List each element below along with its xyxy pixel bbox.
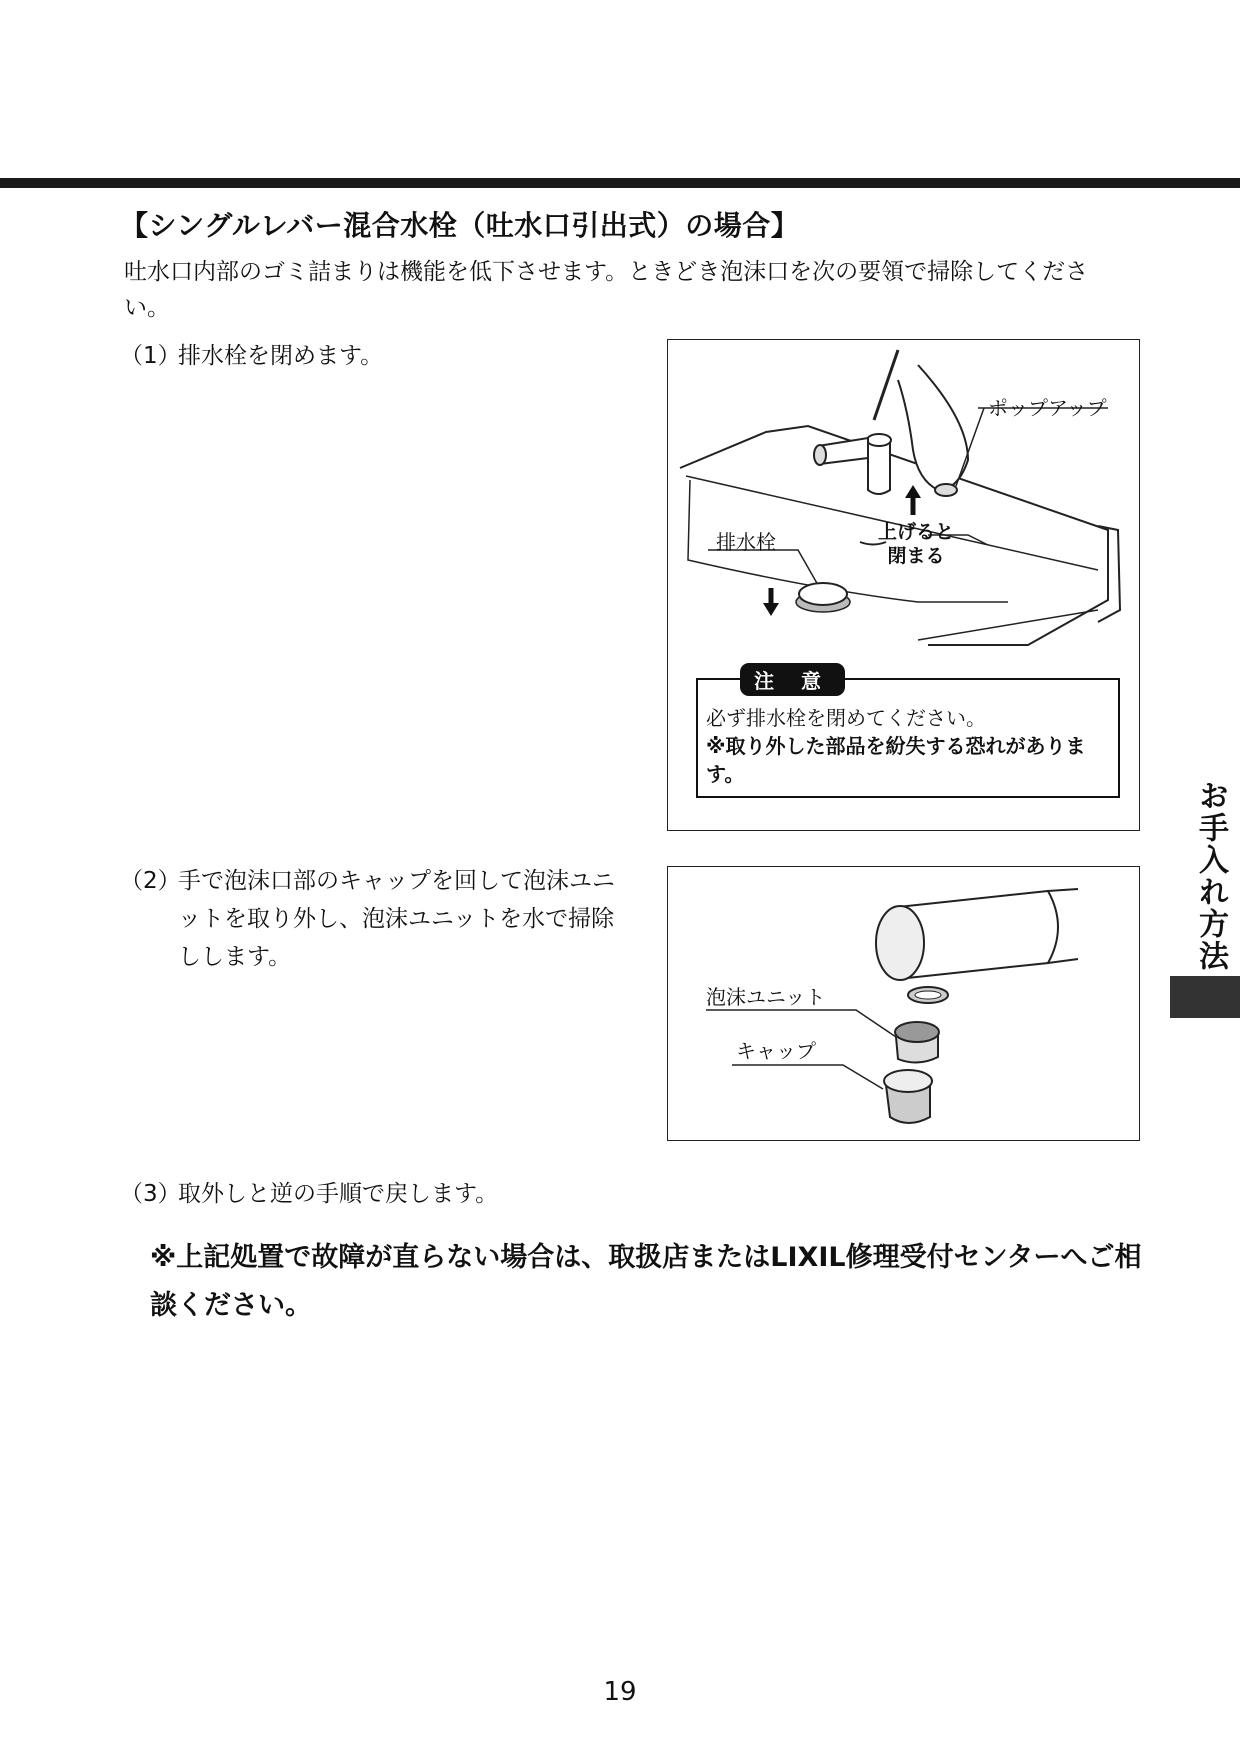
cap-label: キャップ <box>736 1039 816 1063</box>
intro-paragraph: 吐水口内部のゴミ詰まりは機能を低下させます。ときどき泡沫口を次の要領で掃除してください。 <box>124 259 1089 321</box>
repair-note: ※上記処置で故障が直らない場合は、取扱店またはLIXIL修理受付センターへご相談ください。 <box>150 1242 1142 1321</box>
step-3-number: （3） <box>120 1181 181 1207</box>
side-tab-label: お手入れ方法 <box>1193 780 1228 972</box>
caution-badge: 注 意 <box>740 663 845 696</box>
step-1-text: 排水栓を閉めます。 <box>178 343 384 369</box>
step-3 <box>120 1175 720 1215</box>
aerator-unit-label: 泡沫ユニット <box>706 985 826 1009</box>
step-1 <box>120 337 640 377</box>
popup-label: ポップアップ <box>988 396 1107 420</box>
caution-line-1: 必ず排水栓を閉めてください。 <box>706 706 986 730</box>
step-2 <box>120 862 640 982</box>
figure-aerator-removal <box>667 866 1140 1141</box>
figure-drain-plug <box>667 339 1140 831</box>
caution-line-2: ※取り外した部品を紛失する恐れがあります。 <box>706 734 1086 786</box>
page-number: 19 <box>603 1677 637 1707</box>
section-heading: 【シングルレバー混合水栓（吐水口引出式）の場合】 <box>120 209 800 242</box>
caution-box <box>696 669 1120 798</box>
header-rule <box>0 178 1240 188</box>
step-2-number: （2） <box>120 868 181 894</box>
side-tab <box>1170 780 1240 1018</box>
step-1-number: （1） <box>120 343 181 369</box>
side-tab-marker <box>1170 976 1240 1018</box>
step-3-text: 取外しと逆の手順で戻します。 <box>178 1181 499 1207</box>
drain-plug-label: 排水栓 <box>716 530 776 554</box>
raise-to-close-label: 上げると 閉まる <box>877 521 954 567</box>
step-2-text: 手で泡沫口部のキャップを回して泡沫ユニットを取り外し、泡沫ユニットを水で掃除しします。 <box>178 868 615 970</box>
